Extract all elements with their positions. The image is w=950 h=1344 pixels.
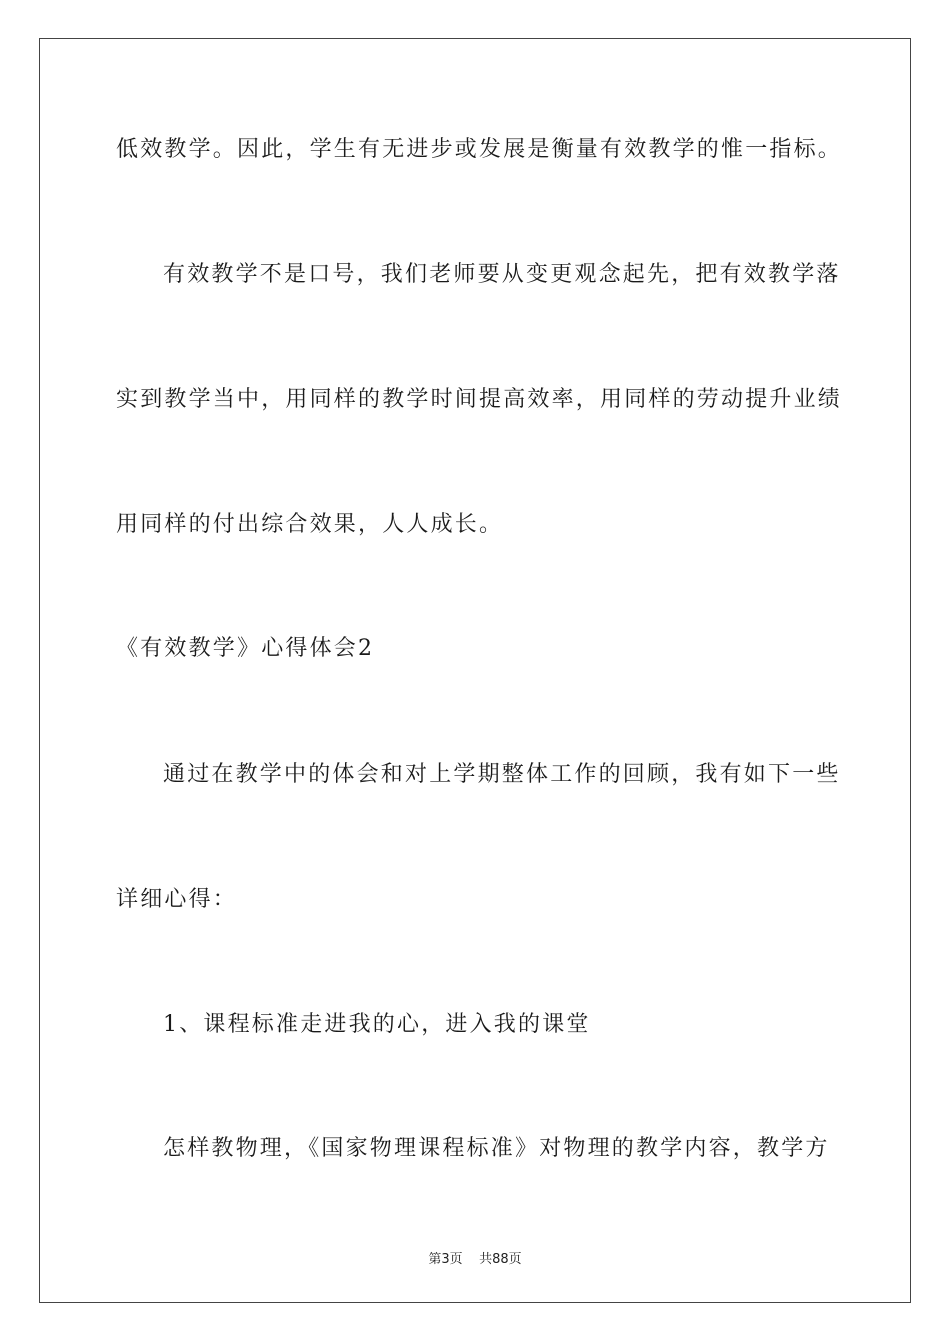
text-line: 有效教学不是口号，我们老师要从变更观念起先，把有效教学落 xyxy=(163,262,841,287)
page-number: 第3页 xyxy=(428,1252,463,1267)
text-line: 通过在教学中的体会和对上学期整体工作的回顾，我有如下一些 xyxy=(163,762,841,787)
total-pages: 共88页 xyxy=(479,1252,522,1267)
list-item: 1、课程标准走进我的心，进入我的课堂 xyxy=(163,1012,591,1037)
text-line: 实到教学当中，用同样的教学时间提高效率，用同样的劳动提升业绩 xyxy=(116,387,843,412)
page-footer xyxy=(0,1248,950,1267)
text-line: 怎样教物理，《国家物理课程标准》对物理的教学内容，教学方 xyxy=(163,1136,830,1161)
section-heading: 《有效教学》心得体会2 xyxy=(116,636,375,661)
text-line: 详细心得： xyxy=(116,887,238,912)
page-border xyxy=(39,38,911,1303)
text-line: 用同样的付出综合效果，人人成长。 xyxy=(116,512,504,537)
text-line: 低效教学。因此，学生有无进步或发展是衡量有效教学的惟一指标。 xyxy=(116,137,843,162)
